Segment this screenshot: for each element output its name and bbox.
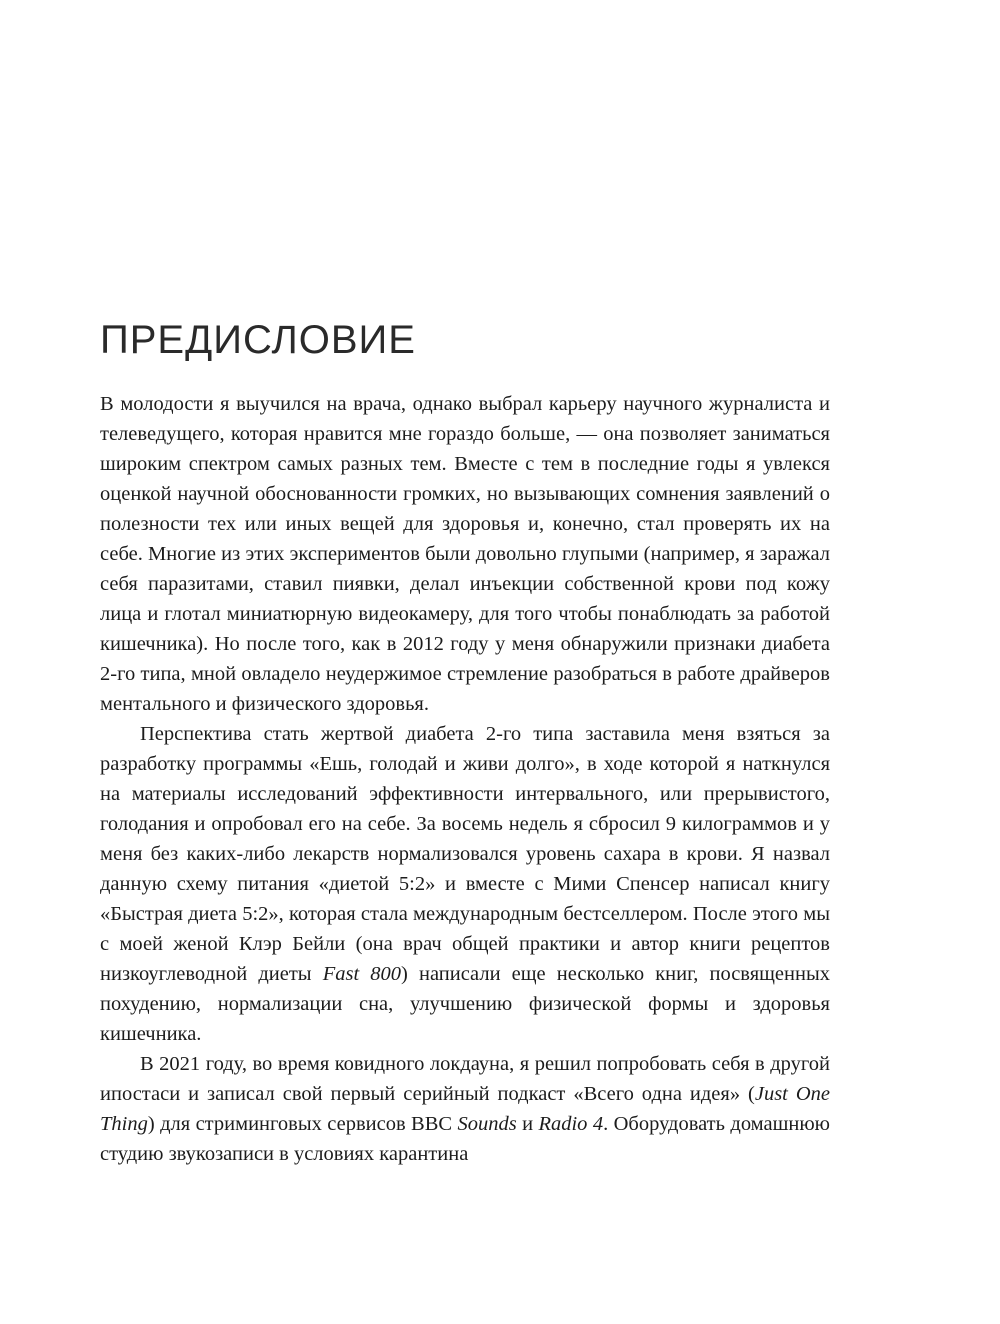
paragraph-container	[100, 389, 830, 1169]
paragraph	[100, 719, 830, 1049]
paragraph	[100, 1049, 830, 1169]
text-run: Перспектива стать жертвой диабета 2-го типа заставила меня взяться за разработку программы «Ешь, голодай и живи долго», в ходе которой я наткнулся на материалы исследований эффективности интервального, или прерывистого, голодания и опробовал его на себе. За восемь недель я сбросил 9 килограммов и у меня без каких-либо лекарств нормализовался уровень сахара в крови. Я назвал данную схему питания «диетой 5:2» и вместе с Мими Спенсер написал книгу «Быстрая диета 5:2», которая стала международным бестселлером. После этого мы с моей женой Клэр Бейли (она врач общей практики и автор книги рецептов низкоуглеводной диеты	[100, 723, 830, 985]
italic-text-run: Radio 4	[538, 1113, 604, 1135]
italic-text-run: Sounds	[457, 1113, 517, 1135]
italic-text-run: Just One Thing	[100, 1083, 830, 1135]
paragraph	[100, 389, 830, 719]
text-run: В молодости я выучился на врача, однако выбрал карьеру научного журналиста и телеведущего, которая нравится мне гораздо больше, — она позволяет заниматься широким спектром самых разных тем. Вместе с тем в последние годы я увлекся оценкой научной обоснованности громких, но вызывающих сомнения заявлений о полезности тех или иных вещей для здоровья и, конечно, стал проверять их на себе. Многие из этих экспериментов были довольно глупыми (например, я заражал себя паразитами, ставил пиявки, делал инъекции собственной крови под кожу лица и глотал миниатюрную видеокамеру, для того чтобы понаблюдать за работой кишечника). Но после того, как в 2012 году у меня обнаружили признаки диабета 2-го типа, мной овладело неудержимое стремление разобраться в работе драйверов ментального и физического здоровья.	[100, 393, 830, 715]
text-run: ) написали еще несколько книг, посвященных похудению, нормализации сна, улучшению физической формы и здоровья кишечника.	[100, 963, 830, 1045]
text-run: В 2021 году, во время ковидного локдауна, я решил попробовать себя в другой ипостаси и записал свой первый серийный подкаст «Всего одна идея» (	[100, 1053, 830, 1105]
italic-text-run: Fast 800	[322, 963, 402, 985]
text-run: и	[516, 1113, 539, 1135]
text-run: . Оборудовать домашнюю студию звукозаписи в условиях карантина	[100, 1113, 830, 1165]
chapter-title: ПРЕДИСЛОВИЕ	[100, 318, 416, 362]
text-run: ) для стриминговых сервисов BBC	[147, 1113, 458, 1135]
